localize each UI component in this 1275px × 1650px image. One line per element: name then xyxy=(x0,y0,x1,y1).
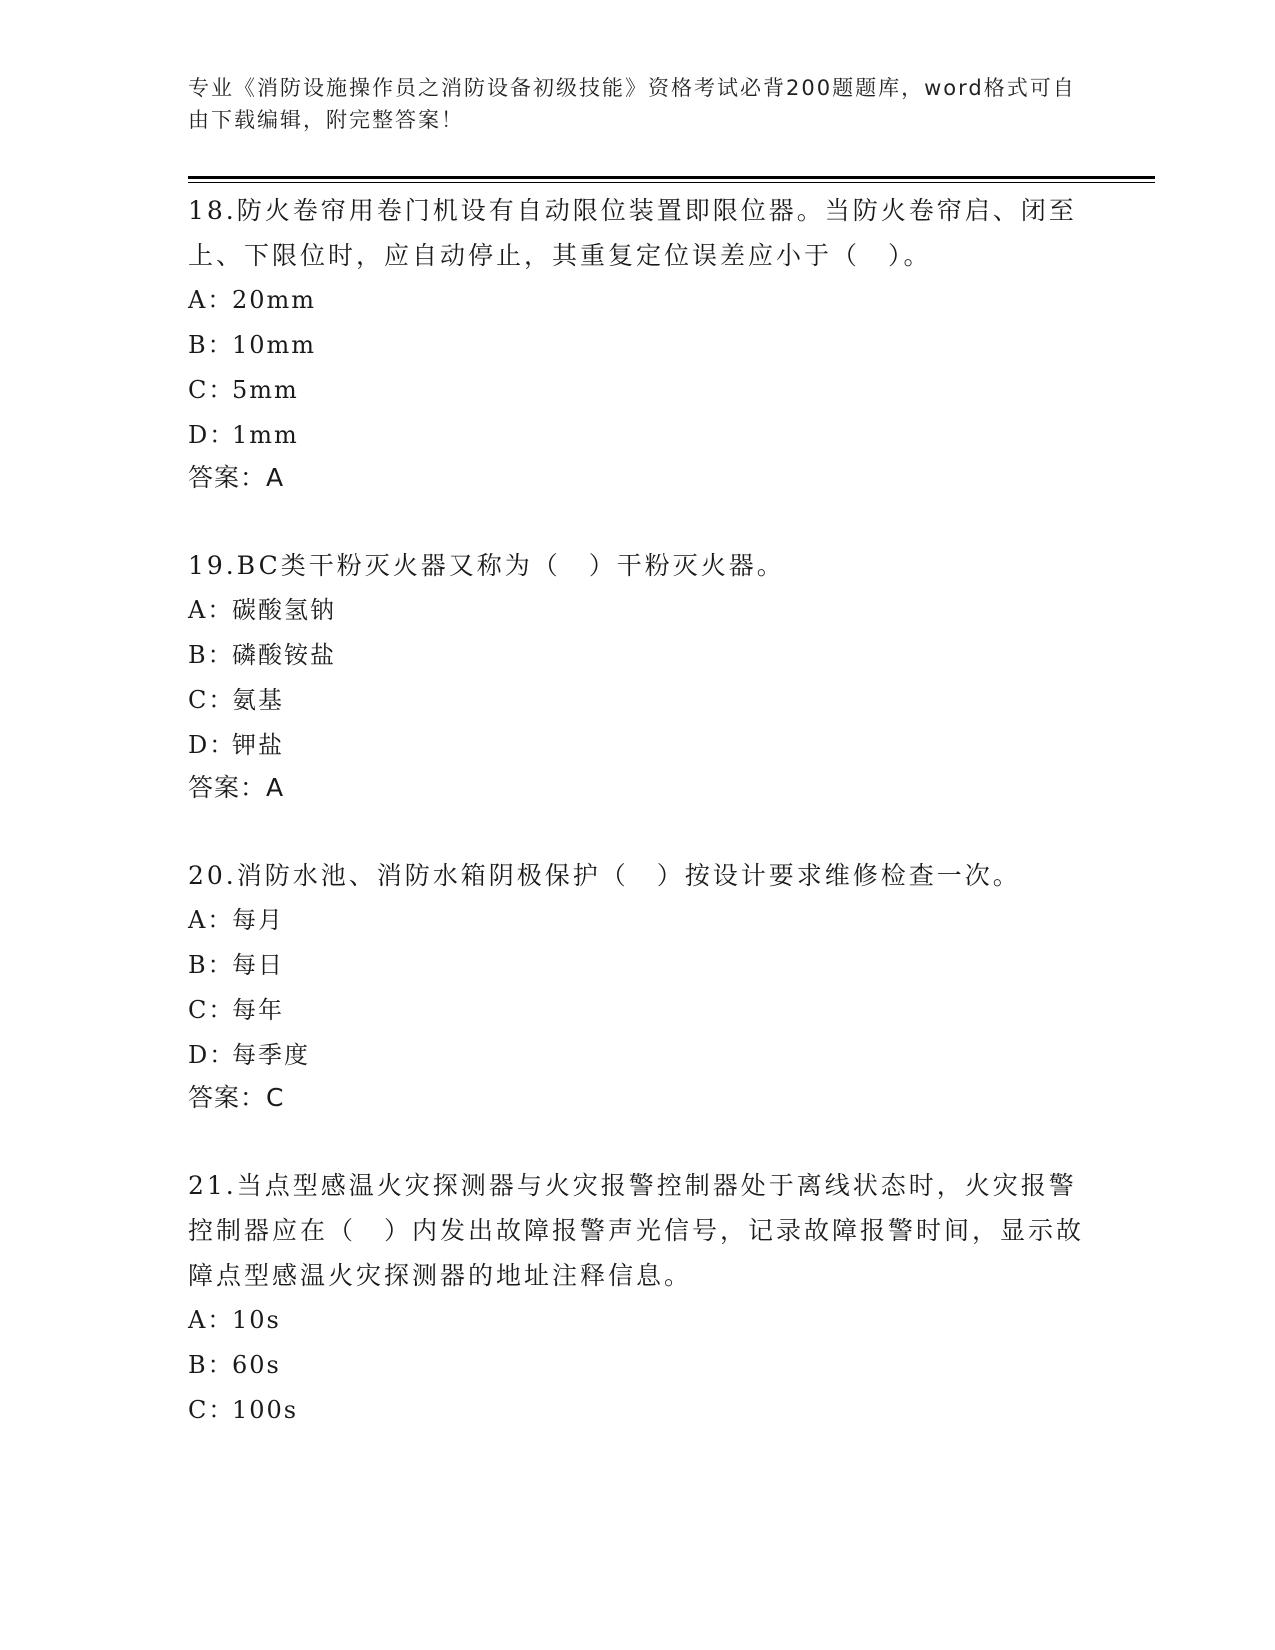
option-d xyxy=(188,1033,1088,1078)
option-a xyxy=(188,588,1088,633)
option-text: 10s xyxy=(232,1306,281,1334)
option-d xyxy=(188,723,1088,768)
option-c xyxy=(188,1388,1088,1433)
option-key: C： xyxy=(188,376,235,404)
question-stem: 20.消防水池、消防水箱阴极保护（ ）按设计要求维修检查一次。 xyxy=(188,861,1021,890)
header-rule-thin xyxy=(188,182,1155,183)
option-key: B： xyxy=(188,951,234,979)
option-text: 60s xyxy=(232,1351,281,1379)
option-text: 碳酸氢钠 xyxy=(232,596,336,624)
option-key: A： xyxy=(188,596,234,624)
answer-line: 答案：C xyxy=(188,1083,285,1112)
option-c xyxy=(188,988,1088,1033)
option-a xyxy=(188,278,1088,323)
question-21 xyxy=(188,1163,1088,1433)
document-header: 专业《消防设施操作员之消防设备初级技能》资格考试必背200题题库，word格式可自由下载编辑，附完整答案！ xyxy=(188,76,1076,132)
option-key: C： xyxy=(188,686,235,714)
option-key: D： xyxy=(188,731,236,759)
option-text: 10mm xyxy=(232,331,317,359)
option-text: 每月 xyxy=(232,906,284,934)
question-20 xyxy=(188,853,1088,1118)
option-text: 每季度 xyxy=(232,1041,310,1069)
option-key: B： xyxy=(188,1351,234,1379)
option-text: 5mm xyxy=(232,376,299,404)
answer-line: 答案：A xyxy=(188,463,285,492)
option-key: A： xyxy=(188,906,234,934)
option-key: A： xyxy=(188,286,234,314)
option-key: C： xyxy=(188,1396,235,1424)
question-stem: 21.当点型感温火灾探测器与火灾报警控制器处于离线状态时，火灾报警控制器应在（ ）内发出故障报警声光信号，记录故障报警时间，显示故障点型感温火灾探测器的地址注释信息。 xyxy=(188,1171,1085,1290)
question-list xyxy=(188,188,1088,1478)
option-key: D： xyxy=(188,1041,236,1069)
option-text: 100s xyxy=(232,1396,299,1424)
option-text: 1mm xyxy=(232,421,299,449)
option-c xyxy=(188,678,1088,723)
option-b xyxy=(188,633,1088,678)
question-stem: 19.BC类干粉灭火器又称为（ ）干粉灭火器。 xyxy=(188,551,785,580)
option-c xyxy=(188,368,1088,413)
question-18 xyxy=(188,188,1088,498)
option-text: 每日 xyxy=(232,951,284,979)
answer-line: 答案：A xyxy=(188,773,285,802)
option-key: C： xyxy=(188,996,235,1024)
option-key: B： xyxy=(188,641,234,669)
option-b xyxy=(188,323,1088,368)
option-text: 每年 xyxy=(232,996,284,1024)
option-a xyxy=(188,898,1088,943)
option-text: 氨基 xyxy=(232,686,284,714)
header-rule-thick xyxy=(188,176,1155,179)
option-a xyxy=(188,1298,1088,1343)
option-text: 磷酸铵盐 xyxy=(232,641,336,669)
option-b xyxy=(188,943,1088,988)
option-text: 钾盐 xyxy=(232,731,284,759)
option-b xyxy=(188,1343,1088,1388)
option-key: B： xyxy=(188,331,234,359)
option-text: 20mm xyxy=(232,286,317,314)
option-d xyxy=(188,413,1088,458)
option-key: D： xyxy=(188,421,236,449)
option-key: A： xyxy=(188,1306,234,1334)
question-19 xyxy=(188,543,1088,808)
question-stem: 18.防火卷帘用卷门机设有自动限位装置即限位器。当防火卷帘启、闭至上、下限位时，应自动停止，其重复定位误差应小于（ ）。 xyxy=(188,196,1077,270)
